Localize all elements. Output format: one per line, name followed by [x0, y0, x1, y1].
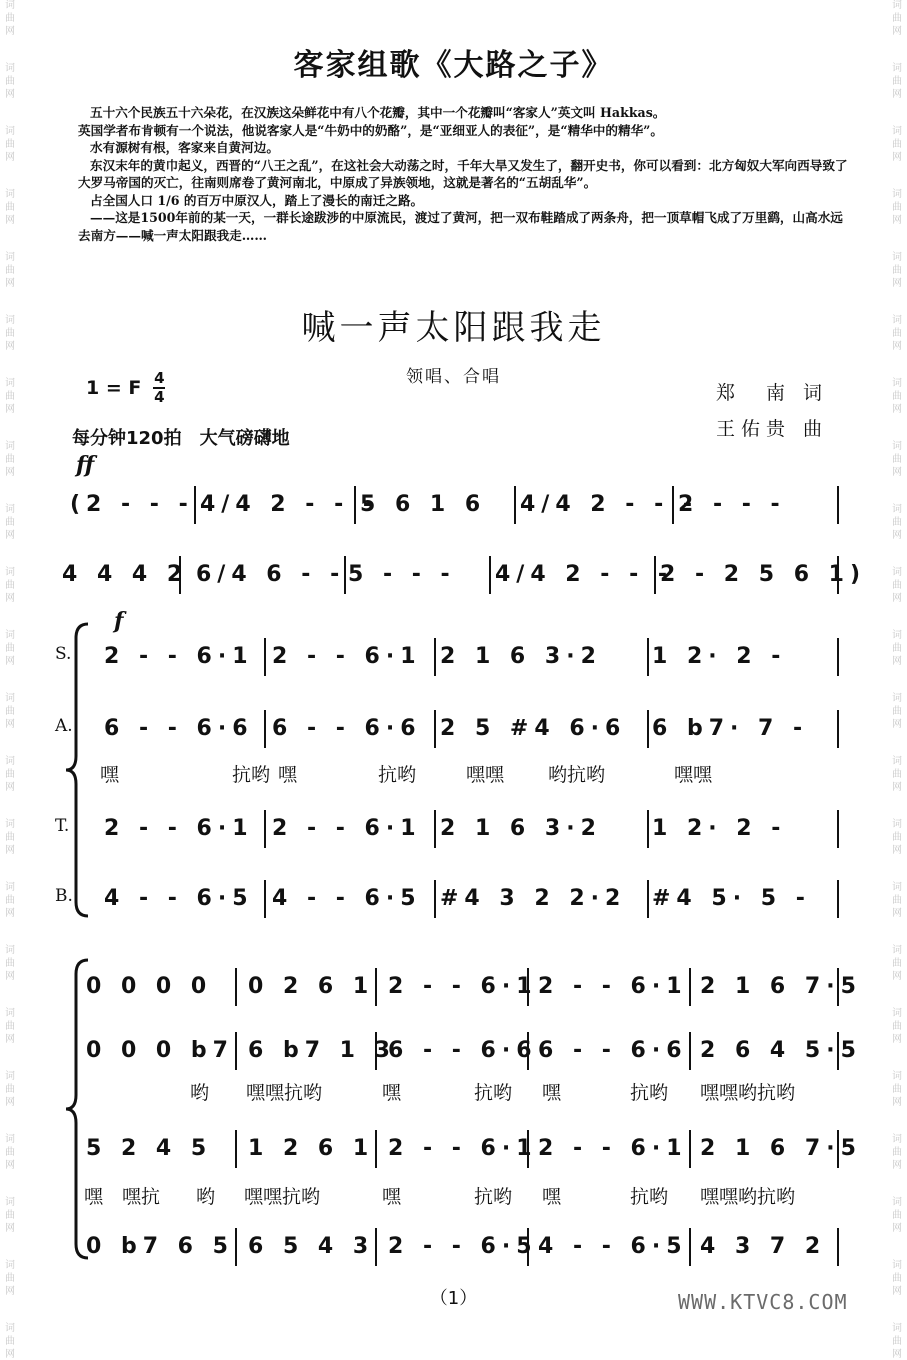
measure: 4 4 4 2: [62, 562, 189, 587]
watermark-glyph: 曲: [5, 139, 15, 150]
watermark-glyph: 网: [892, 845, 902, 856]
lyric-syllable: 嘿: [278, 764, 298, 786]
intro-paragraph: ——这是1500年前的某一天，一群长途跋涉的中原流民，渡过了黄河，把一双布鞋踏成了两条舟，把一顶草帽飞成了万里鹞，山高水远去南方——喊一声太阳跟我走……: [78, 210, 843, 243]
measure: #4 5· 5 -: [652, 886, 811, 911]
watermark-glyph: 词: [5, 504, 15, 515]
watermark-glyph: 词: [5, 1071, 15, 1082]
measure: 5 2 4 5: [86, 1136, 213, 1161]
measure: 2 5 #4 6·6: [440, 716, 627, 741]
watermark-glyph: 网: [5, 971, 15, 982]
watermark-glyph: 曲: [892, 139, 902, 150]
watermark-glyph: 词: [892, 882, 902, 893]
watermark-glyph: 网: [892, 782, 902, 793]
watermark-glyph: 曲: [5, 580, 15, 591]
measure: 2 1 6 3·2: [440, 644, 602, 669]
measure: 4/4 2 - - -: [520, 492, 698, 517]
intro-paragraph: 水有源树有根，客家来自黄河边。: [90, 140, 279, 155]
watermark-glyph: 词: [5, 63, 15, 74]
key-signature: [86, 370, 165, 406]
watermark-glyph: 词: [5, 567, 15, 578]
lyric-syllable: 嘿: [542, 1186, 562, 1208]
watermark-glyph: 网: [892, 593, 902, 604]
watermark-glyph: 词: [5, 1323, 15, 1334]
lyric-syllable: 嘿: [382, 1186, 402, 1208]
watermark-glyph: 网: [892, 1097, 902, 1108]
measure: 2 - - 6·1: [104, 644, 254, 669]
watermark-glyph: 词: [5, 378, 15, 389]
watermark-glyph: 曲: [5, 769, 15, 780]
watermark-glyph: 词: [892, 252, 902, 263]
watermark-glyph: 词: [5, 315, 15, 326]
watermark-glyph: 词: [5, 1260, 15, 1271]
watermark-glyph: 网: [5, 278, 15, 289]
measure: 4 - - 6·5: [538, 1234, 688, 1259]
watermark-glyph: 曲: [5, 13, 15, 24]
watermark-glyph: 曲: [5, 1084, 15, 1095]
voice-label: A.: [55, 716, 73, 736]
measure: 2 - - 6·1: [388, 974, 538, 999]
measure: 6 5 4 3: [248, 1234, 375, 1259]
watermark-glyph: 网: [892, 1223, 902, 1234]
measure: 0 2 6 1: [248, 974, 375, 999]
watermark-glyph: 曲: [892, 1084, 902, 1095]
watermark-glyph: 词: [892, 1071, 902, 1082]
watermark-glyph: 曲: [5, 1336, 15, 1347]
watermark-glyph: 曲: [5, 1273, 15, 1284]
watermark-glyph: 网: [5, 89, 15, 100]
watermark-glyph: 网: [892, 278, 902, 289]
watermark-glyph: 曲: [892, 580, 902, 591]
watermark-glyph: 曲: [892, 1021, 902, 1032]
watermark-glyph: 曲: [5, 517, 15, 528]
watermark-glyph: 网: [5, 656, 15, 667]
intro-paragraph: 英国学者布肯顿有一个说法，他说客家人是“牛奶中的奶酪”，是“亚细亚人的表征”，是“精华中的精华”。: [78, 122, 663, 138]
watermark-glyph: 网: [892, 1160, 902, 1171]
watermark-glyph: 词: [892, 1134, 902, 1145]
time-bottom: 4: [154, 388, 165, 406]
note-row: [0, 886, 907, 912]
watermark-glyph: 曲: [5, 1147, 15, 1158]
measure: 5 - - -: [348, 562, 456, 587]
measure: 2 - 2 5 6 1): [660, 562, 867, 587]
watermark-glyph: 词: [892, 756, 902, 767]
watermark-glyph: 网: [892, 26, 902, 37]
measure: 4 - - 6·5: [272, 886, 422, 911]
staff-line: [0, 1214, 907, 1274]
watermark-glyph: 曲: [892, 454, 902, 465]
watermark-glyph: 曲: [892, 643, 902, 654]
measure: 2 - - 6·5: [388, 1234, 538, 1259]
staff-line: [0, 1018, 907, 1078]
watermark-glyph: 曲: [5, 1210, 15, 1221]
time-signature: [153, 370, 165, 406]
staff-line: [0, 542, 907, 602]
watermark-glyph: 网: [5, 530, 15, 541]
note-row: [0, 1136, 907, 1162]
watermark-glyph: 曲: [892, 1336, 902, 1347]
watermark-glyph: 词: [892, 315, 902, 326]
watermark-glyph: 网: [892, 341, 902, 352]
watermark-glyph: 词: [5, 819, 15, 830]
measure: 2 6 4 5·5: [700, 1038, 862, 1063]
measure: 2 - - 6·1: [538, 1136, 688, 1161]
watermark-glyph: 网: [5, 152, 15, 163]
watermark-glyph: 曲: [892, 265, 902, 276]
watermark-glyph: 词: [892, 819, 902, 830]
dynamic-ff: ff: [76, 452, 95, 478]
song-title: 喊一声太阳跟我走: [301, 308, 606, 348]
voice-label: T.: [55, 816, 70, 836]
dynamic-f: f: [114, 608, 124, 634]
watermark-glyph: 词: [5, 126, 15, 137]
watermark-glyph: 词: [892, 504, 902, 515]
watermark-glyph: 网: [5, 467, 15, 478]
watermark-glyph: 词: [5, 882, 15, 893]
measure: 6 - - 6·6: [272, 716, 422, 741]
watermark-glyph: 词: [892, 1260, 902, 1271]
measure: 5 6 1 6: [360, 492, 487, 517]
watermark-glyph: 网: [5, 1286, 15, 1297]
lyric-syllable: 嘿嘿抗哟: [246, 1082, 323, 1104]
lyric-syllable: 抗哟: [232, 764, 271, 786]
watermark-glyph: 词: [5, 189, 15, 200]
measure: 2 1 6 7·5: [700, 1136, 862, 1161]
watermark-glyph: 词: [5, 630, 15, 641]
watermark-glyph: 网: [892, 656, 902, 667]
staff-line: [0, 796, 907, 856]
note-row: [0, 816, 907, 842]
watermark-glyph: 曲: [5, 76, 15, 87]
key-label: 1 = F: [86, 377, 142, 399]
watermark-glyph: 网: [5, 1349, 15, 1360]
measure: 2 1 6 7·5: [700, 974, 862, 999]
watermark-glyph: 网: [5, 1160, 15, 1171]
intro-paragraph: 五十六个民族五十六朵花，在汉族这朵鲜花中有八个花瓣，其中一个花瓣叫“客家人”英文叫 Hakkas。: [90, 105, 666, 120]
watermark-glyph: 词: [5, 252, 15, 263]
watermark-glyph: 网: [5, 782, 15, 793]
measure: 0 0 0 0: [86, 974, 213, 999]
lyric-syllable: 嘿嘿哟抗哟: [700, 1082, 796, 1104]
measure: 1 2· 2 -: [652, 644, 787, 669]
watermark-glyph: 网: [5, 719, 15, 730]
watermark-glyph: 词: [892, 63, 902, 74]
watermark-glyph: 词: [892, 189, 902, 200]
intro-paragraph: 占全国人口 1/6 的百万中原汉人，踏上了漫长的南迁之路。: [90, 192, 424, 208]
watermark-glyph: 网: [892, 971, 902, 982]
watermark-glyph: 词: [5, 756, 15, 767]
watermark-glyph: 曲: [892, 958, 902, 969]
lyric-syllable: 嘿: [100, 764, 120, 786]
voice-label: S.: [55, 644, 72, 664]
watermark-glyph: 网: [5, 404, 15, 415]
watermark-glyph: 曲: [5, 895, 15, 906]
watermark-glyph: 曲: [892, 895, 902, 906]
measure: 0 b7 6 5: [86, 1234, 234, 1259]
watermark-glyph: 曲: [892, 13, 902, 24]
watermark-glyph: 曲: [5, 706, 15, 717]
watermark-glyph: 曲: [5, 265, 15, 276]
note-row: [0, 1038, 907, 1064]
lyric-syllable: 嘿嘿哟抗哟: [700, 1186, 796, 1208]
note-row: [0, 1234, 907, 1260]
watermark-glyph: 曲: [892, 391, 902, 402]
watermark-glyph: 曲: [5, 1021, 15, 1032]
watermark-glyph: 曲: [5, 454, 15, 465]
watermark-glyph: 曲: [892, 1147, 902, 1158]
watermark-glyph: 词: [892, 1323, 902, 1334]
watermark-glyph: 网: [5, 845, 15, 856]
page-title: 客家组歌《大路之子》: [293, 48, 614, 83]
note-row: [0, 644, 907, 670]
watermark-glyph: 词: [5, 693, 15, 704]
watermark-glyph: 词: [892, 441, 902, 452]
intro-text: [78, 104, 848, 244]
lyric-syllable: 嘿嘿: [674, 764, 713, 786]
watermark-glyph: 词: [5, 1197, 15, 1208]
staff-line: [0, 1116, 907, 1176]
lyric-syllable: 抗哟: [630, 1082, 669, 1104]
note-row: [0, 716, 907, 742]
watermark-glyph: 网: [892, 152, 902, 163]
watermark-glyph: 词: [892, 378, 902, 389]
watermark-glyph: 网: [892, 215, 902, 226]
measure: 1 2· 2 -: [652, 816, 787, 841]
watermark-glyph: 网: [5, 908, 15, 919]
lyric-syllable: 哟: [196, 1186, 216, 1208]
lyric-row: [0, 760, 907, 786]
watermark-glyph: 网: [892, 1349, 902, 1360]
lyric-syllable: 哟: [190, 1082, 210, 1104]
measure: 6 - - 6·6: [388, 1038, 538, 1063]
composer-credit: 王佑贵 曲: [716, 418, 829, 440]
watermark-glyph: 网: [5, 26, 15, 37]
measure: 2 - - 6·1: [104, 816, 254, 841]
watermark-glyph: 词: [5, 1134, 15, 1145]
lyric-syllable: 嘿嘿抗哟: [244, 1186, 321, 1208]
watermark-glyph: 词: [892, 567, 902, 578]
watermark-glyph: 曲: [892, 1273, 902, 1284]
measure: #4 3 2 2·2: [440, 886, 627, 911]
lyric-syllable: 哟抗哟: [548, 764, 606, 786]
watermark-glyph: 网: [892, 719, 902, 730]
staff-line: [0, 472, 907, 532]
voice-label: B.: [55, 886, 73, 906]
watermark-glyph: 曲: [892, 769, 902, 780]
lyric-row: [0, 1182, 907, 1208]
watermark-glyph: 词: [892, 1008, 902, 1019]
watermark-glyph: 曲: [892, 202, 902, 213]
measure: 6 - - 6·6: [104, 716, 254, 741]
watermark-glyph: 曲: [892, 706, 902, 717]
measure: 4/4 2 - - -: [495, 562, 673, 587]
watermark-glyph: 网: [892, 89, 902, 100]
watermark-glyph: 网: [892, 1286, 902, 1297]
watermark-glyph: 词: [5, 945, 15, 956]
watermark-glyph: 网: [892, 908, 902, 919]
watermark-glyph: 曲: [892, 517, 902, 528]
lyric-row: [0, 1078, 907, 1104]
time-top: 4: [154, 369, 165, 387]
measure: 6 b7· 7 -: [652, 716, 809, 741]
watermark-glyph: 词: [892, 693, 902, 704]
measure: 6 b7 1 3: [248, 1038, 396, 1063]
measure: 6/4 6 - -: [196, 562, 346, 587]
watermark-glyph: 词: [892, 0, 902, 11]
note-row: [0, 492, 907, 518]
measure: 6 - - 6·6: [538, 1038, 688, 1063]
watermark-glyph: 曲: [5, 832, 15, 843]
watermark-glyph: 网: [892, 467, 902, 478]
staff-line: [0, 954, 907, 1014]
site-watermark: WWW.KTVC8.COM: [678, 1290, 848, 1314]
lyric-syllable: 嘿抗: [122, 1186, 161, 1208]
watermark-glyph: 网: [5, 341, 15, 352]
watermark-glyph: 网: [892, 1034, 902, 1045]
watermark-glyph: 词: [892, 945, 902, 956]
measure: 4 3 7 2: [700, 1234, 827, 1259]
measure: 1 2 6 1: [248, 1136, 375, 1161]
watermark-glyph: 曲: [892, 328, 902, 339]
watermark-glyph: 网: [5, 593, 15, 604]
lyric-syllable: 嘿: [84, 1186, 104, 1208]
watermark-glyph: 曲: [892, 832, 902, 843]
watermark-glyph: 词: [5, 441, 15, 452]
lyric-syllable: 抗哟: [630, 1186, 669, 1208]
lyric-syllable: 抗哟: [474, 1082, 513, 1104]
watermark-glyph: 词: [892, 1197, 902, 1208]
watermark-glyph: 网: [5, 1223, 15, 1234]
note-row: [0, 974, 907, 1000]
watermark-glyph: 词: [892, 126, 902, 137]
lyric-syllable: 嘿: [542, 1082, 562, 1104]
measure: 2 - - 6·1: [538, 974, 688, 999]
lyric-syllable: 嘿: [382, 1082, 402, 1104]
watermark-glyph: 词: [5, 0, 15, 11]
lyric-syllable: 嘿嘿: [466, 764, 505, 786]
measure: (2 - - -: [70, 492, 194, 517]
page-number: （1）: [429, 1288, 478, 1309]
measure: 4/4 2 - - -: [200, 492, 378, 517]
song-subtitle: 领唱、合唱: [406, 367, 501, 387]
note-row: [0, 562, 907, 588]
measure: 2 1 6 3·2: [440, 816, 602, 841]
measure: 2 - - 6·1: [388, 1136, 538, 1161]
watermark-glyph: 网: [5, 215, 15, 226]
tempo-marking: 每分钟120拍 大气磅礴地: [72, 428, 290, 449]
watermark-glyph: 曲: [5, 202, 15, 213]
watermark-glyph: 网: [892, 530, 902, 541]
watermark-glyph: 曲: [892, 76, 902, 87]
watermark-glyph: 词: [5, 1008, 15, 1019]
watermark-glyph: 网: [5, 1097, 15, 1108]
lyricist-credit: 郑 南 词: [716, 382, 829, 404]
watermark-glyph: 网: [892, 404, 902, 415]
lyric-syllable: 抗哟: [378, 764, 417, 786]
watermark-glyph: 词: [892, 630, 902, 641]
measure: 0 0 0 b7: [86, 1038, 234, 1063]
staff-line: [0, 696, 907, 756]
watermark-glyph: 曲: [5, 643, 15, 654]
measure: 4 - - 6·5: [104, 886, 254, 911]
watermark-glyph: 曲: [5, 391, 15, 402]
watermark-glyph: 曲: [892, 1210, 902, 1221]
watermark-glyph: 网: [5, 1034, 15, 1045]
watermark-glyph: 曲: [5, 328, 15, 339]
watermark-glyph: 曲: [5, 958, 15, 969]
staff-line: [0, 624, 907, 684]
intro-paragraph: 东汉末年的黄巾起义，西晋的“八王之乱”，在这社会大动荡之时，千年大旱又发生了，翻开史书，你可以看到：北方匈奴大军向西导致了大罗马帝国的灭亡，往南则席卷了黄河南北，中原成了异族领地，这就是著名的“五胡乱华”。: [78, 157, 848, 190]
measure: 2 - - 6·1: [272, 644, 422, 669]
staff-line: [0, 866, 907, 926]
measure: 2 - - -: [678, 492, 786, 517]
lyric-syllable: 抗哟: [474, 1186, 513, 1208]
measure: 2 - - 6·1: [272, 816, 422, 841]
